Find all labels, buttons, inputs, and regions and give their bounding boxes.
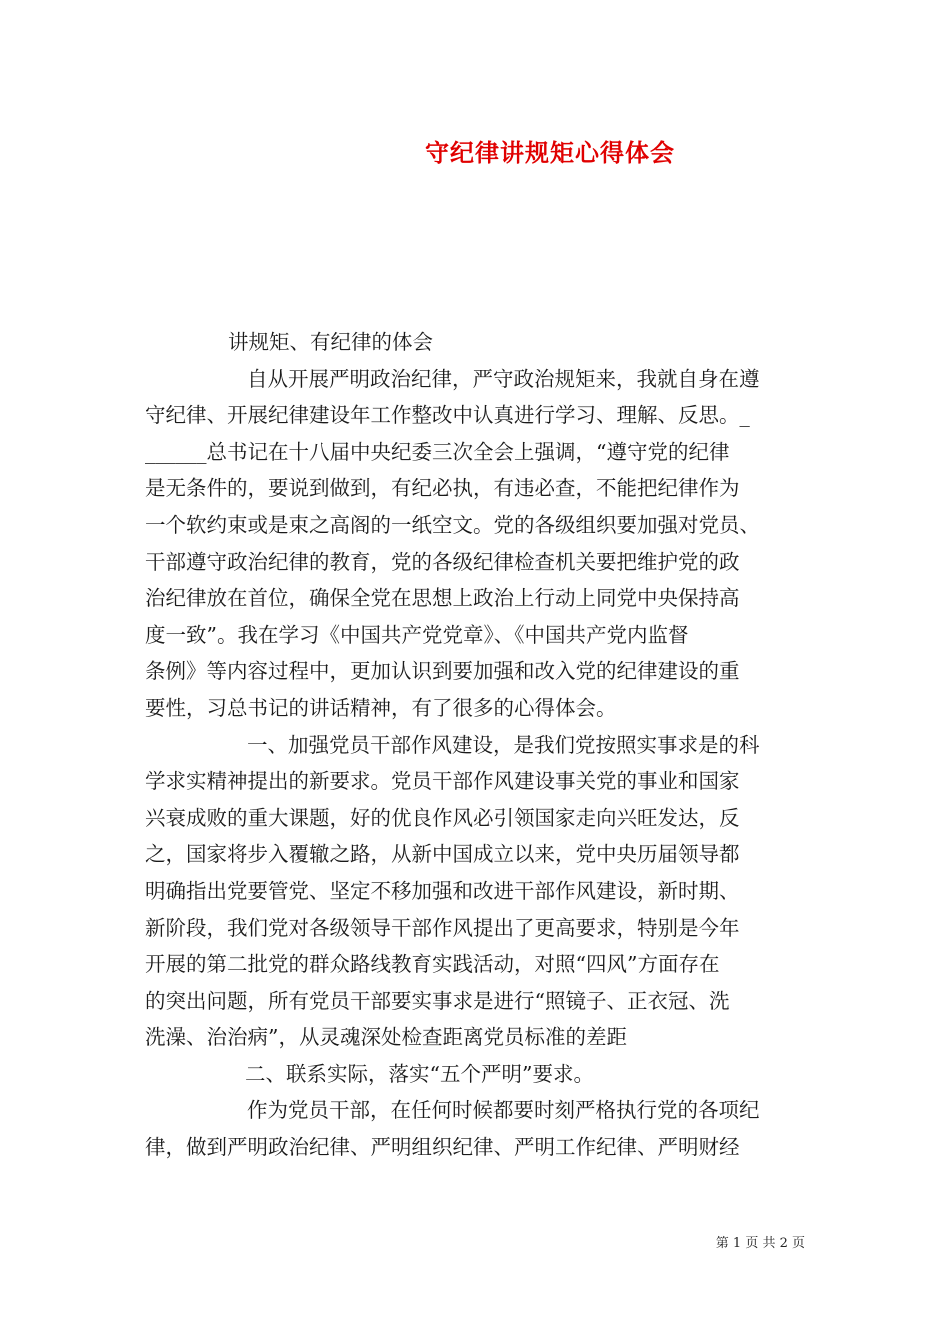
paragraph-line: 新阶段，我们党对各级领导干部作风提出了更高要求，特别是今年 (145, 915, 740, 940)
paragraph-line: 明确指出党要管党、坚定不移加强和改进干部作风建设，新时期、 (145, 878, 740, 903)
document-body (145, 324, 807, 1166)
section-one-line: 一、加强党员干部作风建设，是我们党按照实事求是的科 (247, 732, 760, 757)
paragraph-line: 度一致”。我在学习《中国共产党党章》、《中国共产党内监督 (145, 622, 689, 647)
paragraph-line: 作为党员干部，在任何时候都要时刻严格执行党的各项纪 (247, 1098, 760, 1123)
paragraph-line: ______总书记在十八届中央纪委三次全会上强调，“遵守党的纪律 (145, 439, 730, 464)
paragraph-line: 学求实精神提出的新要求。党员干部作风建设事关党的事业和国家 (145, 769, 740, 794)
paragraph-line: 的突出问题，所有党员干部要实事求是进行“照镜子、正衣冠、洗 (145, 988, 730, 1013)
paragraph-line: 治纪律放在首位，确保全党在思想上政治上行动上同党中央保持高 (145, 586, 740, 611)
page-number-footer: 第 1 页 共 2 页 (715, 1236, 805, 1251)
paragraph-line: 要性，习总书记的讲话精神，有了很多的心得体会。 (145, 695, 617, 720)
subheading: 讲规矩、有纪律的体会 (228, 330, 433, 354)
paragraph-line: 兴衰成败的重大课题，好的优良作风必引领国家走向兴旺发达，反 (145, 805, 740, 830)
document-title: 守纪律讲规矩心得体会 (425, 138, 675, 167)
paragraph-line: 是无条件的，要说到做到，有纪必执，有违必查，不能把纪律作为 (145, 476, 740, 501)
paragraph-line: 条例》等内容过程中，更加认识到要加强和改入党的纪律建设的重 (145, 659, 740, 684)
section-two-heading: 二、联系实际，落实“五个严明”要求。 (245, 1061, 594, 1086)
paragraph-line: 守纪律、开展纪律建设年工作整改中认真进行学习、理解、反思。_ (145, 403, 750, 428)
paragraph-line: 一个软约束或是束之高阁的一纸空文。党的各级组织要加强对党员、 (145, 512, 760, 537)
paragraph-line: 开展的第二批党的群众路线教育实践活动，对照“四风”方面存在 (145, 952, 720, 977)
paragraph-line: 律，做到严明政治纪律、严明组织纪律、严明工作纪律、严明财经 (145, 1135, 740, 1160)
paragraph-line: 之，国家将步入覆辙之路，从新中国成立以来，党中央历届领导都 (145, 842, 740, 867)
paragraph-line: 洗澡、治治病”，从灵魂深处检查距离党员标准的差距 (145, 1025, 627, 1050)
paragraph-line: 自从开展严明政治纪律，严守政治规矩来，我就自身在遵 (247, 366, 760, 391)
paragraph-line: 干部遵守政治纪律的教育，党的各级纪律检查机关要把维护党的政 (145, 549, 740, 574)
